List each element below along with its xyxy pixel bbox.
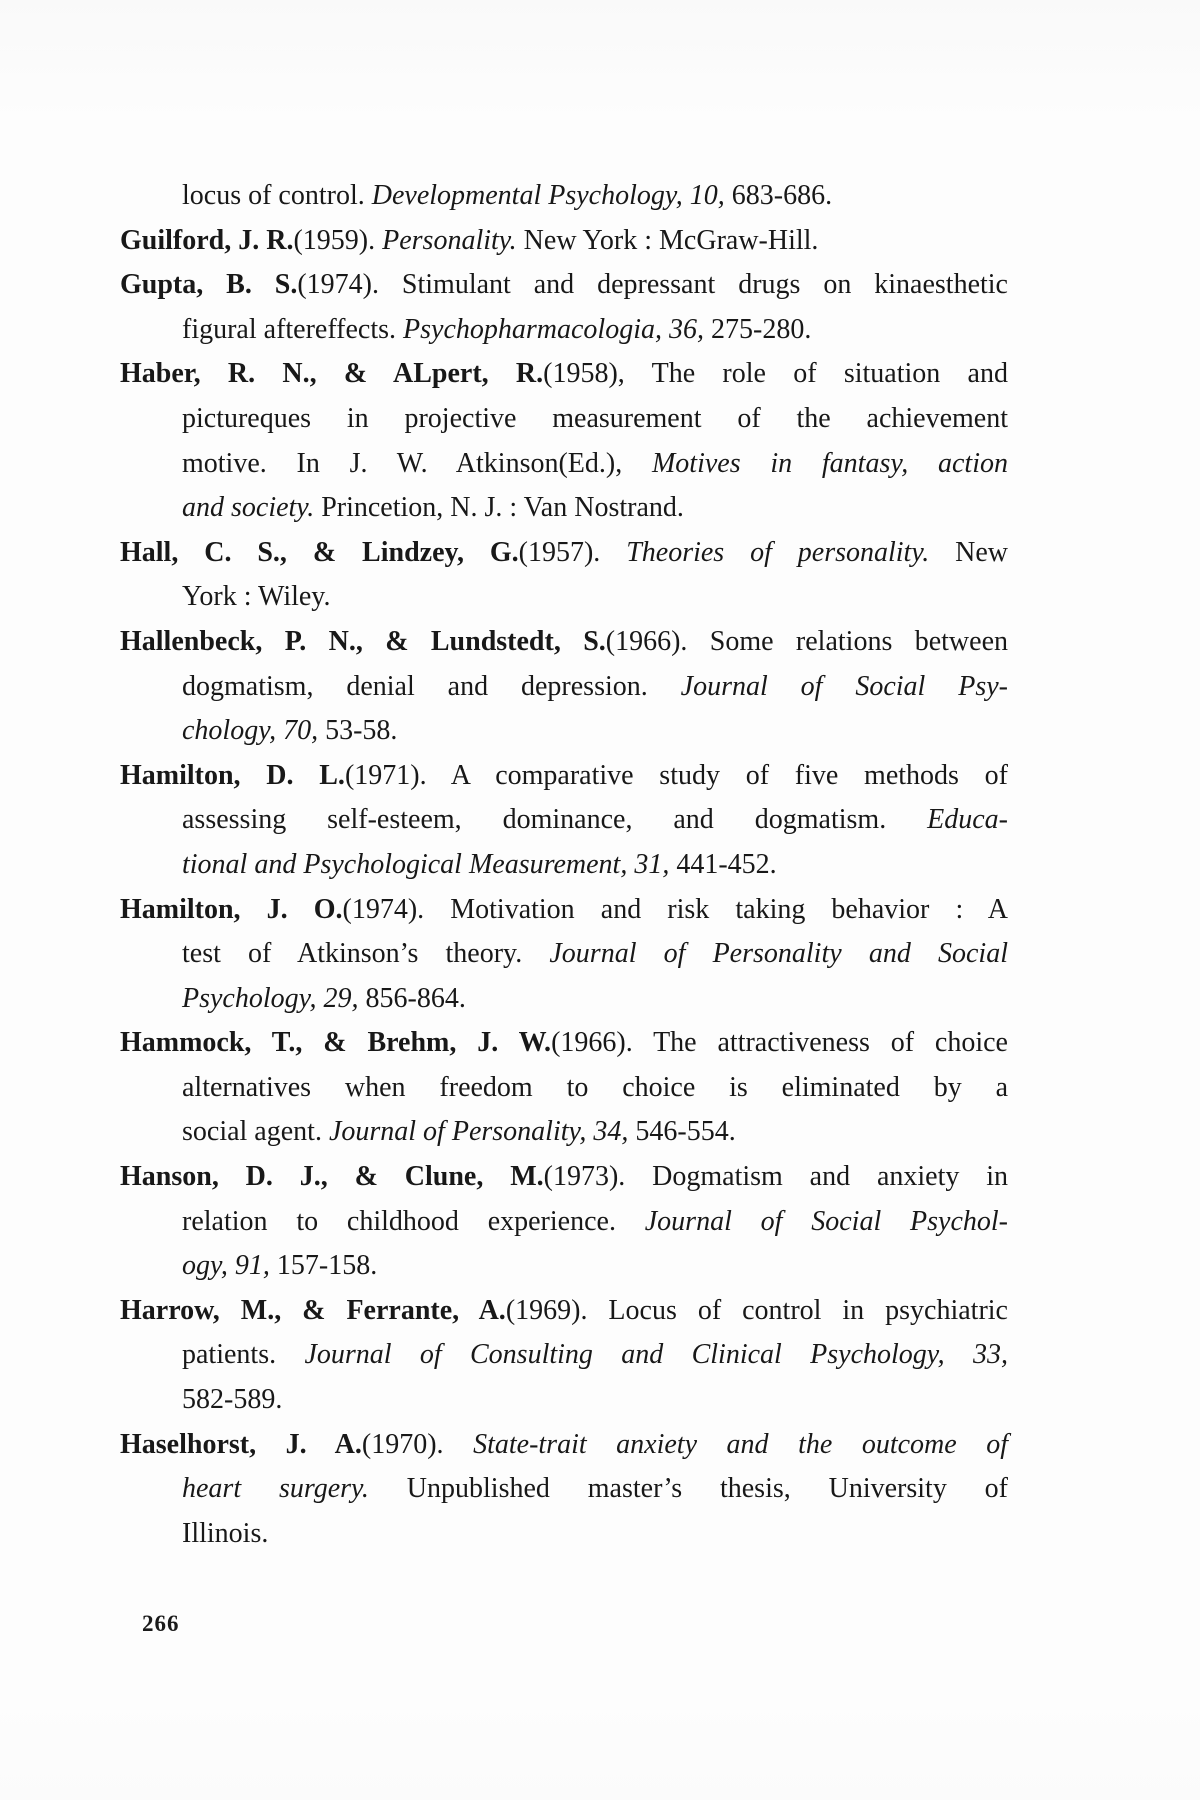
reference-segment-normal: (1957). [518,536,627,568]
reference-line [120,1155,1008,1200]
reference-segment-italic: Journal of Social Psychol- [644,1205,1008,1237]
reference-segment-normal: 582-589. [182,1384,283,1416]
reference-segment-normal: pictureques in projective measurement of the achievement [182,402,1008,434]
reference-segment-normal: (1974). Motivation and risk taking behavior : A [342,893,1009,925]
reference-segment-bold: Hamilton, D. L. [120,759,345,791]
reference-segment-normal: assessing self-esteem, dominance, and dogmatism. [182,804,928,836]
reference-segment-italic: Personality. [382,224,524,256]
reference-segment-normal: social agent. [182,1116,329,1148]
reference-segment-italic: Journal of Consulting and Clinical Psychology, 33, [304,1339,1009,1371]
reference-segment-normal: York : Wiley. [182,581,331,613]
reference-segment-italic: Motives in fantasy, action [651,447,1008,479]
reference-segment-normal: 441-452. [676,848,777,880]
reference-segment-normal: (1958), The role of situation and [543,358,1008,390]
reference-segment-normal: relation to childhood experience. [182,1205,645,1237]
reference-segment-normal: New [955,536,1008,568]
reference-segment-normal: (1966). The attractiveness of choice [551,1027,1008,1059]
reference-line [120,932,1008,977]
reference-segment-normal: (1970). [361,1428,474,1460]
reference-line [120,1467,1008,1512]
reference-segment-italic: heart surgery. [182,1473,407,1505]
reference-segment-bold: Hanson, D. J., & Clune, M. [120,1161,544,1193]
reference-line [120,1333,1008,1378]
reference-segment-italic: tional and Psychological Measurement, 31, [182,848,677,880]
reference-segment-normal: motive. In J. W. Atkinson(Ed.), [182,447,652,479]
reference-line [120,397,1008,442]
reference-segment-italic: Theories of personality. [626,536,956,568]
reference-segment-normal: alternatives when freedom to choice is eliminated by a [182,1071,1008,1103]
reference-line [120,798,1008,843]
reference-segment-italic: Developmental Psychology, 10, [371,180,732,211]
page-number: 266 [142,1611,180,1636]
reference-line [120,219,1008,264]
reference-segment-bold: Haber, R. N., & ALpert, R. [120,358,544,390]
reference-segment-italic: Journal of Personality and Social [549,938,1008,970]
reference-segment-italic: ogy, 91, [182,1250,277,1282]
reference-segment-normal: patients. [182,1339,305,1371]
reference-line [120,665,1008,710]
reference-segment-normal: Unpublished master’s thesis, University of [406,1473,1008,1505]
reference-segment-normal: locus of control. [182,180,372,211]
reference-segment-bold: Guilford, J. R. [120,224,294,256]
reference-segment-normal: 275-280. [711,313,812,345]
reference-line [120,174,1008,219]
reference-line [120,1289,1008,1334]
reference-segment-bold: Hamilton, J. O. [120,893,343,925]
reference-segment-normal: 157-158. [276,1250,378,1282]
reference-segment-bold: Gupta, B. S. [120,269,298,301]
reference-segment-normal: Illinois. [182,1517,269,1549]
reference-segment-normal: 53-58. [325,715,398,747]
reference-segment-italic: Psychopharmacologia, 36, [403,313,711,345]
reference-line [120,486,1008,531]
reference-segment-normal: (1966). Some relations between [605,625,1008,657]
reference-segment-normal: test of Atkinson’s theory. [182,938,550,970]
reference-segment-normal: (1959). [293,224,383,256]
reference-line [120,263,1008,308]
reference-segment-normal: 683-686. [731,180,833,211]
reference-segment-normal: New York : McGraw-Hill. [523,224,819,256]
reference-segment-italic: State-trait anxiety and the outcome of [473,1428,1009,1460]
reference-segment-italic: chology, 70, [182,715,326,747]
reference-line [120,1378,1008,1423]
reference-line [120,352,1008,397]
reference-line [120,709,1008,754]
reference-line [120,1110,1008,1155]
reference-segment-normal: 856-864. [365,982,466,1014]
reference-line [120,308,1008,353]
reference-segment-normal: (1973). Dogmatism and anxiety in [543,1161,1008,1193]
reference-segment-italic: Educa- [927,804,1008,836]
reference-line [120,575,1008,620]
reference-line [120,1244,1008,1289]
reference-line [120,1423,1008,1468]
reference-line [120,843,1008,888]
reference-line [120,888,1008,933]
reference-line [120,1512,1008,1557]
reference-segment-normal: dogmatism, denial and depression. [182,670,681,702]
reference-line [120,531,1008,576]
reference-segment-normal: (1969). Locus of control in psychiatric [505,1294,1008,1326]
reference-segment-italic: Psychology, 29, [182,982,366,1014]
reference-segment-italic: and society. [182,492,322,524]
reference-line [120,1066,1008,1111]
reference-segment-normal: (1974). Stimulant and depressant drugs on kinaesthetic [297,269,1008,301]
reference-segment-normal: (1971). A comparative study of five methods of [344,759,1008,791]
reference-segment-normal: figural aftereffects. [182,313,404,345]
reference-line [120,620,1008,665]
reference-line [120,754,1008,799]
references-list [120,174,1008,1556]
reference-line [120,442,1008,487]
reference-line [120,1021,1008,1066]
reference-line [120,977,1008,1022]
reference-segment-bold: Hall, C. S., & Lindzey, G. [120,536,519,568]
reference-segment-normal: Princetion, N. J. : Van Nostrand. [321,492,684,524]
reference-segment-bold: Hammock, T., & Brehm, J. W. [120,1027,552,1059]
reference-segment-italic: Journal of Personality, 34, [328,1116,636,1148]
reference-segment-normal: 546-554. [635,1116,736,1148]
reference-segment-bold: Haselhorst, J. A. [120,1428,362,1460]
reference-segment-italic: Journal of Social Psy- [680,670,1008,702]
reference-line [120,1200,1008,1245]
reference-segment-bold: Harrow, M., & Ferrante, A. [120,1294,506,1326]
reference-segment-bold: Hallenbeck, P. N., & Lundstedt, S. [120,625,606,657]
